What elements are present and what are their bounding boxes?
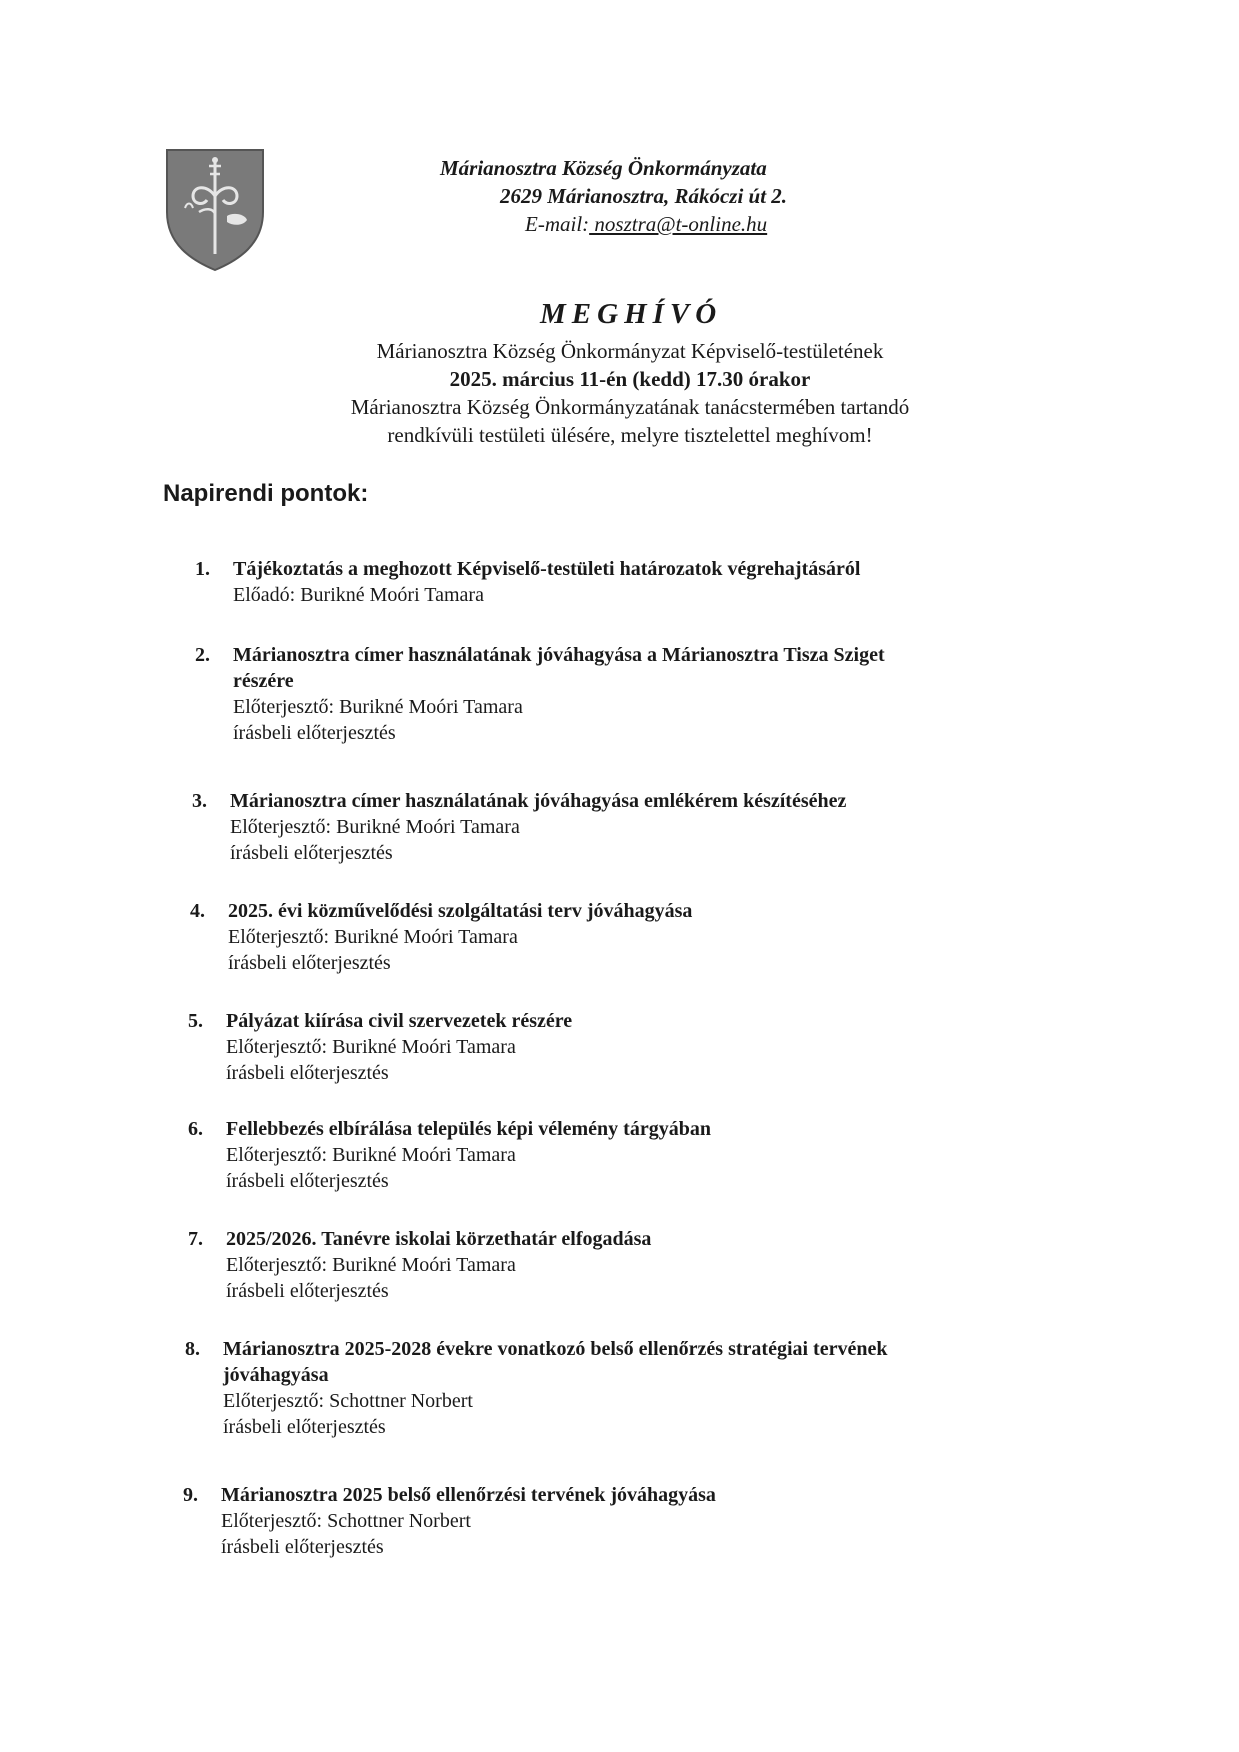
agenda-item-number: 8.	[185, 1338, 200, 1360]
agenda-item-number: 1.	[195, 558, 210, 580]
agenda-item	[185, 1336, 1123, 1440]
agenda-item-title: Márianosztra címer használatának jóváhagyása emlékérem készítéséhez	[230, 790, 847, 812]
agenda-item-title: Pályázat kiírása civil szervezetek részére	[226, 1010, 573, 1032]
agenda-item-note: írásbeli előterjesztés	[230, 842, 393, 864]
document-title: MEGHÍVÓ	[540, 298, 723, 330]
agenda-item-note: írásbeli előterjesztés	[226, 1280, 389, 1302]
agenda-item	[195, 556, 1033, 608]
meeting-date: 2025. március 11-én (kedd) 17.30 órakor	[449, 367, 811, 391]
organization-name: Márianosztra Község Önkormányzata	[440, 156, 767, 180]
agenda-item-note: írásbeli előterjesztés	[223, 1416, 386, 1438]
agenda-item-title: Márianosztra 2025-2028 évekre vonatkozó belső ellenőrzés stratégiai tervének jóváhagyása	[223, 1338, 888, 1386]
agenda-item-presenter: Előterjesztő: Schottner Norbert	[223, 1390, 473, 1412]
agenda-item-title: Tájékoztatás a meghozott Képviselő-testületi határozatok végrehajtásáról	[233, 558, 861, 580]
agenda-item	[188, 1116, 1026, 1194]
agenda-item	[188, 1008, 1026, 1086]
agenda-item-presenter: Előterjesztő: Burikné Moóri Tamara	[226, 1036, 516, 1058]
agenda-item	[192, 788, 1030, 866]
agenda-item-number: 7.	[188, 1228, 203, 1250]
agenda-item-title: 2025. évi közművelődési szolgáltatási terv jóváhagyása	[228, 900, 693, 922]
agenda-item-number: 2.	[195, 644, 210, 666]
agenda-item-presenter: Előterjesztő: Burikné Moóri Tamara	[228, 926, 518, 948]
agenda-item-note: írásbeli előterjesztés	[233, 722, 396, 744]
agenda-item-presenter: Előterjesztő: Schottner Norbert	[221, 1510, 471, 1532]
agenda-item-title: 2025/2026. Tanévre iskolai körzethatár elfogadása	[226, 1228, 652, 1250]
agenda-item-presenter: Előterjesztő: Burikné Moóri Tamara	[230, 816, 520, 838]
coat-of-arms-icon	[163, 146, 267, 272]
agenda-item-number: 4.	[190, 900, 205, 922]
agenda-item-note: írásbeli előterjesztés	[228, 952, 391, 974]
agenda-item	[188, 1226, 1026, 1304]
agenda-item-title: Márianosztra 2025 belső ellenőrzési tervének jóváhagyása	[221, 1484, 716, 1506]
agenda-item-number: 9.	[183, 1484, 198, 1506]
agenda-item-presenter: Előterjesztő: Burikné Moóri Tamara	[226, 1144, 516, 1166]
agenda-item	[183, 1482, 1021, 1560]
agenda-item-note: írásbeli előterjesztés	[226, 1062, 389, 1084]
organization-address: 2629 Márianosztra, Rákóczi út 2.	[500, 184, 788, 208]
agenda-item	[190, 898, 1028, 976]
invitation-intro	[250, 337, 1010, 449]
agenda-item	[195, 642, 1113, 746]
agenda-item-title: Márianosztra címer használatának jóváhagyása a Márianosztra Tisza Sziget részére	[233, 644, 885, 692]
email-address: nosztra@t-online.hu	[589, 212, 768, 236]
intro-line-4: rendkívüli testületi ülésére, melyre tisztelettel meghívom!	[387, 423, 873, 447]
agenda-item-presenter: Előadó: Burikné Moóri Tamara	[233, 584, 484, 606]
agenda-item-presenter: Előterjesztő: Burikné Moóri Tamara	[226, 1254, 516, 1276]
agenda-item-presenter: Előterjesztő: Burikné Moóri Tamara	[233, 696, 523, 718]
agenda-item-number: 3.	[192, 790, 207, 812]
agenda-heading: Napirendi pontok:	[163, 480, 369, 507]
agenda-item-number: 6.	[188, 1118, 203, 1140]
agenda-item-note: írásbeli előterjesztés	[226, 1170, 389, 1192]
agenda-item-note: írásbeli előterjesztés	[221, 1536, 384, 1558]
organization-email-line	[525, 212, 767, 237]
agenda-item-number: 5.	[188, 1010, 203, 1032]
email-label: E-mail:	[525, 212, 590, 236]
intro-line-3: Márianosztra Község Önkormányzatának tanácstermében tartandó	[350, 395, 910, 419]
intro-line-1: Márianosztra Község Önkormányzat Képviselő-testületének	[376, 339, 884, 363]
agenda-item-title: Fellebbezés elbírálása település képi vélemény tárgyában	[226, 1118, 711, 1140]
